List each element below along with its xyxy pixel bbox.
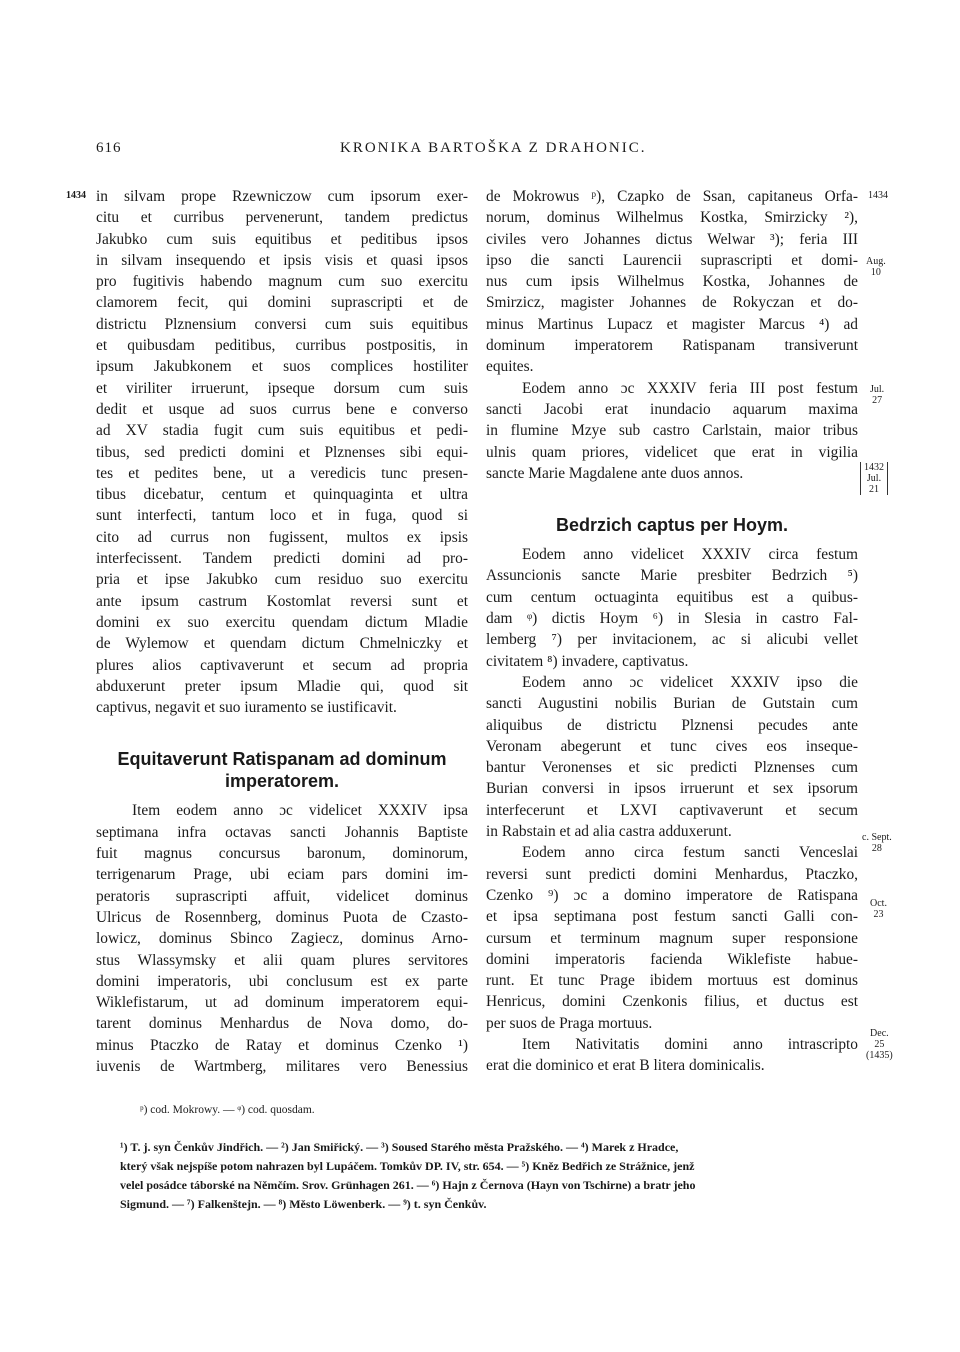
text-line: erat die dominico et erat B litera dominicalis.	[486, 1057, 765, 1075]
margin-date-aug: Aug. 10	[866, 256, 886, 278]
text-line: ulnis quam priores, videlicet que erat in vigilia	[486, 443, 858, 461]
text-line: dam ᵠ) dictis Hoym ⁶) in Slesia in castro Fal-	[486, 610, 858, 628]
page-number: 616	[96, 140, 122, 156]
text-line: domini imperatoris, ubi conclusum est ex parte	[96, 972, 468, 990]
text-line: clamorem fecit, qui domini suprascripti et de	[96, 294, 468, 312]
text-line: domini imperatoris facienda Wiklefiste habue-	[486, 950, 858, 968]
paragraph	[486, 186, 858, 378]
text-line: in flumine Mzye sub castro Carlstain, maior tribus	[486, 422, 858, 440]
margin-year-left: 1434	[66, 190, 86, 201]
section-heading: Bedrzich captus per Hoym.	[555, 515, 789, 536]
text-line: Wiklefistarum, ut ad dominum imperatorem equi-	[96, 994, 468, 1012]
text-line: lemberg ⁷) per invitacionem, ac si alicubi vellet	[486, 631, 858, 649]
text-line: reversi sunt predicti domini Menhardus, Ptaczko,	[486, 865, 858, 883]
text-line: norum, dominus Wilhelmus Kostka, Smirzicky ²),	[486, 209, 858, 227]
text-line: cursum et terminum magnum super responsione	[486, 929, 858, 947]
text-line: Eodem anno ɔc XXXIV feria III post festum	[522, 379, 858, 397]
text-line: tes et pedites bene, ut a veredicis tunc presen-	[96, 464, 468, 482]
text-line: sancti Jacobi erat inundacio aquarum maxima	[486, 400, 858, 418]
text-line: et quibusdam peditibus, curribus postpositis, in	[96, 337, 468, 355]
text-line: ad XV stadia fugit cum suis equitibus et pedi-	[96, 422, 468, 440]
footnote-variants: ᵖ) cod. Mokrowy. — ᵠ) cod. quosdam.	[140, 1104, 315, 1116]
text-line: septimana infra octavas sancti Johannis Baptiste	[96, 823, 468, 841]
right-column	[486, 186, 858, 1077]
text-line: civitatem ⁸) invadere, captivatus.	[486, 652, 689, 670]
text-line: et ipsa septimana post festum sancti Galli con-	[486, 908, 858, 926]
paragraph	[486, 672, 858, 842]
text-line: in Rabstain et ad alia castra adduxerunt.	[486, 823, 732, 841]
section-heading: Equitaverunt Ratispanam ad dominum imperatorem.	[117, 749, 447, 792]
text-line: Assuncionis sancte Marie presbiter Bedrzich ⁵)	[486, 567, 858, 585]
text-line: Czenko ⁹) ɔc a domino imperatore de Ratispana	[486, 886, 858, 904]
paragraph	[486, 378, 858, 484]
text-line: ipso die sancti Laurencii suprascripti et domi-	[486, 251, 858, 269]
paragraph	[486, 1034, 858, 1077]
text-line: et viriliter irruerunt, ipseque dorsum cum suis	[96, 379, 468, 397]
footnote-line: Sigmund. — ⁷) Falkenštejn. — ⁸) Město Löwenberk. — ⁹) t. syn Čenkův.	[120, 1197, 487, 1211]
margin-date-oct: Oct. 23	[870, 898, 887, 920]
text-line: Eodem anno circa festum sancti Venceslai	[522, 844, 858, 862]
text-line: stus Wlassymsky et alii quam plures servitores	[96, 951, 468, 969]
text-line: domini ex suo exercitu quendam dictum Mladie	[96, 613, 468, 631]
text-line: interfecissent. Tandem predicti domini ad pro-	[96, 550, 468, 568]
text-line: sunt interfecti, tantum loco et in fuga, quod si	[96, 507, 468, 525]
text-line: pria et ipse Jakubko cum residuo suo exercitu	[96, 571, 468, 589]
text-line: ipsum Jakubkonem et suos complices hostiliter	[96, 358, 468, 376]
text-line: Item eodem anno ɔc videlicet XXXIV ipsa	[132, 802, 468, 820]
footnote-line: velel posádce táborské na Němčím. Srov. Grünhagen 261. — ⁶) Hajn z Černova (Hayn von Tschirne) a bratr jeho	[120, 1178, 696, 1192]
text-line: Jakubko cum suis equitibus et peditibus ipsos	[96, 230, 468, 248]
text-line: sancti Augustini nobilis Burian de Gutstain cum	[486, 695, 858, 713]
paragraph	[96, 186, 468, 718]
text-line: Eodem anno ɔc videlicet XXXIV ipso die	[522, 673, 858, 691]
text-line: iuvenis de Wartmberg, militares vero Benessius	[96, 1057, 468, 1075]
text-line: plures alios captivaverunt et secum ad propria	[96, 656, 468, 674]
text-line: tibus, sed predicti domini et Plznenses sibi equi-	[96, 443, 468, 461]
running-head: KRONIKA BARTOŠKA Z DRAHONIC.	[340, 140, 647, 156]
footnote-line: který však nejspíše potom nahrazen byl Lupáčem. Tomkův DP. IV, str. 654. — ⁵) Kněz Bedřich ze Strážnice, jenž	[120, 1159, 695, 1173]
text-line: de Wylemow et quendam dictum Chmelniczky et	[96, 635, 468, 653]
footnote-line: ¹) T. j. syn Čenkův Jindřich. — ²) Jan Smiřický. — ³) Soused Starého města Pražského. — ⁴) Marek z Hradce,	[120, 1140, 679, 1154]
text-line: Smirzicz, magister Johannes de Rokyczan et do-	[486, 294, 858, 312]
text-line: bantur Veronenses et sic predicti Plznenses cum	[486, 759, 858, 777]
text-line: Item Nativitatis domini anno intrascripto	[522, 1035, 858, 1053]
text-line: peratoris suprascripti affuit, videlicet dominus	[96, 887, 468, 905]
text-line: per suos de Praga mortuus.	[486, 1014, 653, 1032]
text-line: ante ipsum castrum Kostomlat reversi sunt et	[96, 592, 468, 610]
text-line: Henricus, domini Czenkonis filius, et ductus est	[486, 993, 858, 1011]
text-line: tarent dominus Menhardus de Nova domo, do-	[96, 1015, 468, 1033]
margin-date-dec: Dec. 25 (1435)	[866, 1028, 893, 1061]
margin-year-right: 1434	[868, 190, 888, 201]
margin-date-jul-bracket: 1432 Jul. 21	[860, 462, 888, 495]
text-line: tibus dicebatur, centum et quinquaginta et ultra	[96, 486, 468, 504]
margin-date-jul: Jul. 27	[870, 384, 885, 406]
text-line: runt. Et tunc Prage ibidem mortuus est dominus	[486, 972, 858, 990]
text-line: fuit magnus concursus baronum, dominorum,	[96, 845, 468, 863]
text-line: districtu Plznensium conversi cum suis equitibus	[96, 315, 468, 333]
text-line: dedit et usque ad suos currus bene e converso	[96, 400, 468, 418]
text-line: civiles vero Johannes dictus Welwar ³); feria III	[486, 230, 858, 248]
text-line: Veronam abegerunt et tunc cives eos inseque-	[486, 737, 858, 755]
text-line: cum centum octuaginta equitibus est a quibus-	[486, 588, 858, 606]
text-line: lowicz, dominus Sbinco Zagiecz, dominus Arno-	[96, 930, 468, 948]
text-line: pro fugitivis habendo magnum cum suo exercitu	[96, 273, 468, 291]
text-line: in silvam insequendo et ipsis visis et quasi ipsos	[96, 251, 468, 269]
text-line: dominum imperatorem Ratispanam transiverunt	[486, 337, 858, 355]
text-line: minus Martinus Lupacz et magister Marcus ⁴) ad	[486, 315, 858, 333]
text-line: captivus, negavit et suo iuramento se iustificavit.	[96, 699, 397, 717]
text-line: minus Ptaczko de Ratay et dominus Czenko ¹)	[96, 1036, 468, 1054]
text-line: de Mokrowus ᵖ), Czapko de Ssan, capitaneus Orfa-	[486, 188, 858, 205]
paragraph	[96, 800, 468, 1077]
text-line: cito ad currus non fugissent, multos ex ipsis	[96, 528, 468, 546]
text-line: Burian conversi in ipsos irruerunt et sex ipsorum	[486, 780, 858, 798]
left-column	[96, 186, 468, 1077]
text-line: abduxerunt preter ipsum Mladie qui, quod sit	[96, 677, 468, 695]
text-line: sancte Marie Magdalene ante duos annos.	[486, 464, 744, 482]
text-line: Eodem anno videlicet XXXIV circa festum	[522, 546, 858, 564]
text-line: terrigenarum Prage, ubi eciam pars domini im-	[96, 866, 468, 884]
paragraph	[486, 544, 858, 672]
text-line: interfecerunt et LXVI captivaverunt et secum	[486, 801, 858, 819]
text-line: equites.	[486, 358, 534, 376]
text-line: aliquibus de districtu Plznensi pecudes ante	[486, 716, 858, 734]
text-line: nus cum ipsis Wilhelmus Kostka, Johannes de	[486, 273, 858, 291]
margin-date-sept: c. Sept. 28	[862, 832, 892, 854]
text-line: Ulricus de Rosennberg, dominus Puota de Czasto-	[96, 908, 468, 926]
paragraph	[486, 842, 858, 1034]
text-line: citu et curribus pervenerunt, tandem predictus	[96, 209, 468, 227]
footnotes	[120, 1138, 866, 1214]
text-line: in silvam prope Rzewniczow cum ipsorum exer-	[96, 188, 468, 205]
